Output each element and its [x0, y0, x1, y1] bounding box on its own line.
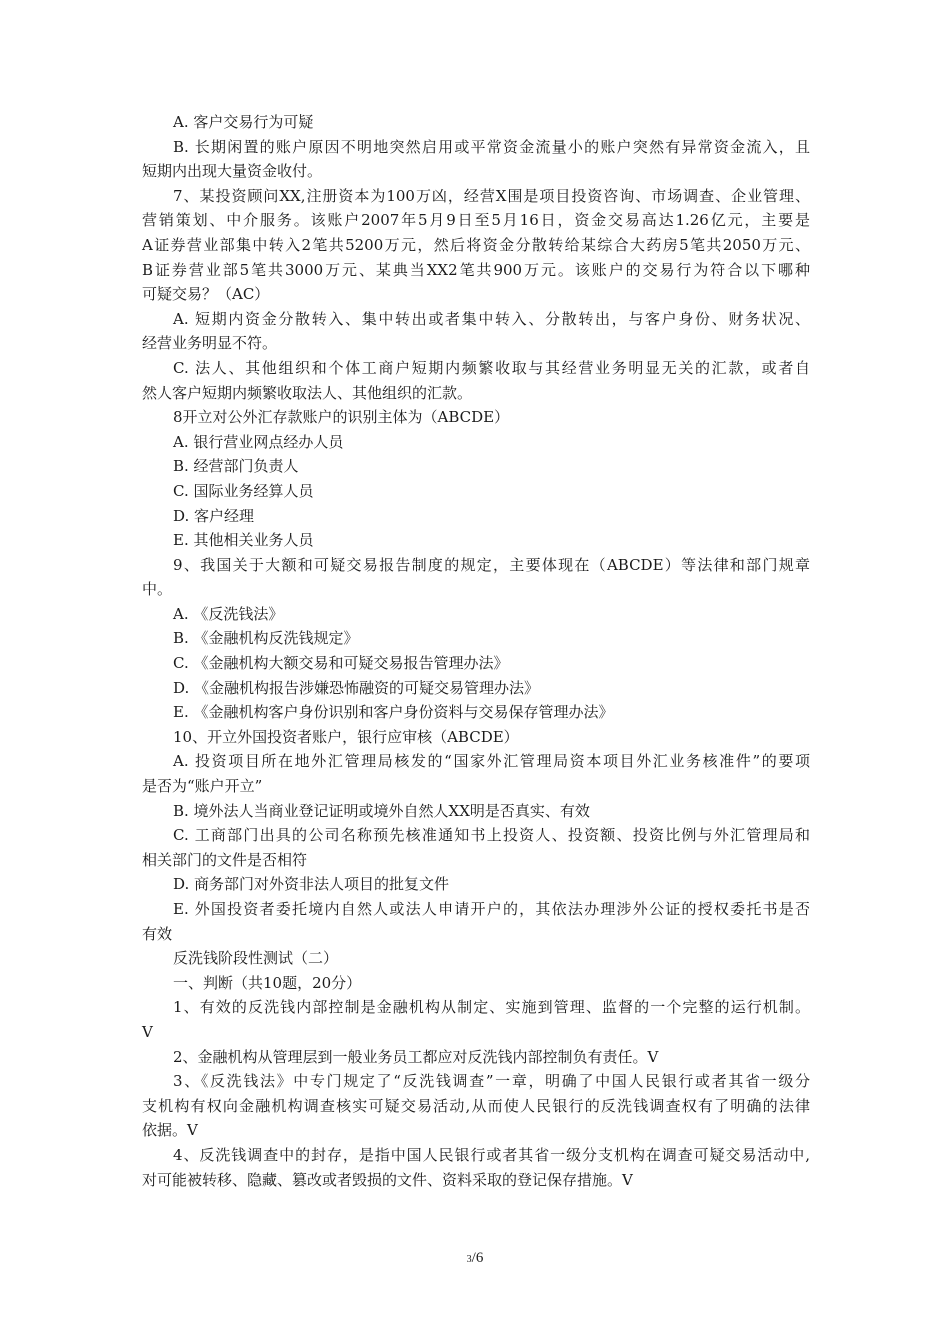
text-line: 短期内出现大量资金收付。 — [142, 162, 323, 181]
text-line: 中。 — [142, 580, 173, 599]
text-line: 经营业务明显不符。 — [142, 334, 278, 353]
text-line: 反洗钱阶段性测试（二） — [173, 949, 339, 968]
page-number — [0, 1250, 950, 1267]
text-line: B. 长期闲置的账户原因不明地突然启用或平常资金流量小的账户突然有异常资金流入，且 — [173, 137, 810, 156]
text-line: 一、判断（共10题，20分） — [173, 973, 362, 992]
text-line: B. 《金融机构反洗钱规定》 — [173, 629, 359, 648]
text-line: E. 《金融机构客户身份识别和客户身份资料与交易保存管理办法》 — [173, 703, 614, 722]
text-line: 4、反洗钱调查中的封存，是指中国人民银行或者其省一级分支机构在调查可疑交易活动中, — [173, 1145, 810, 1164]
current-page: 3 — [466, 1254, 472, 1265]
text-line: 支机构有权向金融机构调查核实可疑交易活动,从而使人民银行的反洗钱调查权有了明确的法律 — [142, 1096, 810, 1115]
text-line: C. 工商部门出具的公司名称预先核准通知书上投资人、投资额、投资比例与外汇管理局和 — [173, 826, 810, 845]
text-line: 8开立对公外汇存款账户的识别主体为（ABCDE） — [173, 408, 510, 427]
text-line: D. 商务部门对外资非法人项目的批复文件 — [173, 875, 450, 894]
text-line: B. 经营部门负责人 — [173, 457, 299, 476]
text-line: V — [142, 1022, 153, 1041]
text-line: A. 《反洗钱法》 — [173, 604, 284, 623]
text-line: C. 法人、其他组织和个体工商户短期内频繁收取与其经营业务明显无关的汇款，或者自 — [173, 358, 810, 377]
text-line: 3、《反洗钱法》中专门规定了“反洗钱调查”一章，明确了中国人民银行或者其省一级分 — [173, 1072, 810, 1091]
text-line: 7、某投资顾问XX,注册资本为100万凶，经营X围是项目投资咨询、市场调查、企业管理、 — [173, 186, 810, 205]
text-line: A. 银行营业网点经办人员 — [173, 432, 344, 451]
text-line: 是否为“账户开立” — [142, 777, 263, 796]
text-line: 依据。V — [142, 1121, 198, 1140]
text-line: 营销策划、中介服务。该账户2007年5月9日至5月16日，资金交易高达1.26亿元，主要是 — [142, 211, 810, 230]
text-line: B证券营业部5笔共3000万元、某典当XX2笔共900万元。该账户的交易行为符合以下哪种 — [142, 260, 810, 279]
text-line: 9、我国关于大额和可疑交易报告制度的规定，主要体现在（ABCDE）等法律和部门规章 — [173, 555, 810, 574]
text-line: B. 境外法人当商业登记证明或境外自然人XX明是否真实、有效 — [173, 801, 590, 820]
text-line: 相关部门的文件是否相符 — [142, 850, 308, 869]
text-line: 然人客户短期内频繁收取法人、其他组织的汇款。 — [142, 383, 473, 402]
total-pages: /6 — [471, 1250, 484, 1266]
text-line: A. 投资项目所在地外汇管理局核发的“国家外汇管理局资本项目外汇业务核准件”的要项 — [173, 752, 810, 771]
document-body — [142, 110, 810, 1192]
text-line: C. 《金融机构大额交易和可疑交易报告管理办法》 — [173, 654, 509, 673]
text-line: A. 客户交易行为可疑 — [173, 113, 314, 131]
text-line: E. 其他相关业务人员 — [173, 531, 314, 550]
text-line: 1、有效的反洗钱内部控制是金融机构从制定、实施到管理、监督的一个完整的运行机制。 — [173, 998, 810, 1017]
text-line: A证券营业部集中转入2笔共5200万元，然后将资金分散转给某综合大药房5笔共2050万元、 — [142, 235, 810, 254]
text-line: 对可能被转移、隐藏、篡改或者毁损的文件、资料采取的登记保存措施。V — [142, 1170, 633, 1189]
text-line: D. 客户经理 — [173, 506, 255, 525]
text-line: D. 《金融机构报告涉嫌恐怖融资的可疑交易管理办法》 — [173, 678, 540, 697]
text-line: C. 国际业务经算人员 — [173, 481, 314, 500]
text-line: 有效 — [142, 924, 173, 943]
text-line: 2、金融机构从管理层到一般业务员工都应对反洗钱内部控制负有责任。V — [173, 1047, 659, 1066]
text-line: A. 短期内资金分散转入、集中转出或者集中转入、分散转出，与客户身份、财务状况、 — [173, 309, 810, 328]
text-line: 10、开立外国投资者账户，银行应审核（ABCDE） — [173, 727, 519, 746]
text-line: 可疑交易？（AC） — [142, 285, 270, 304]
text-line: E. 外国投资者委托境内自然人或法人申请开户的，其依法办理涉外公证的授权委托书是否 — [173, 900, 810, 918]
